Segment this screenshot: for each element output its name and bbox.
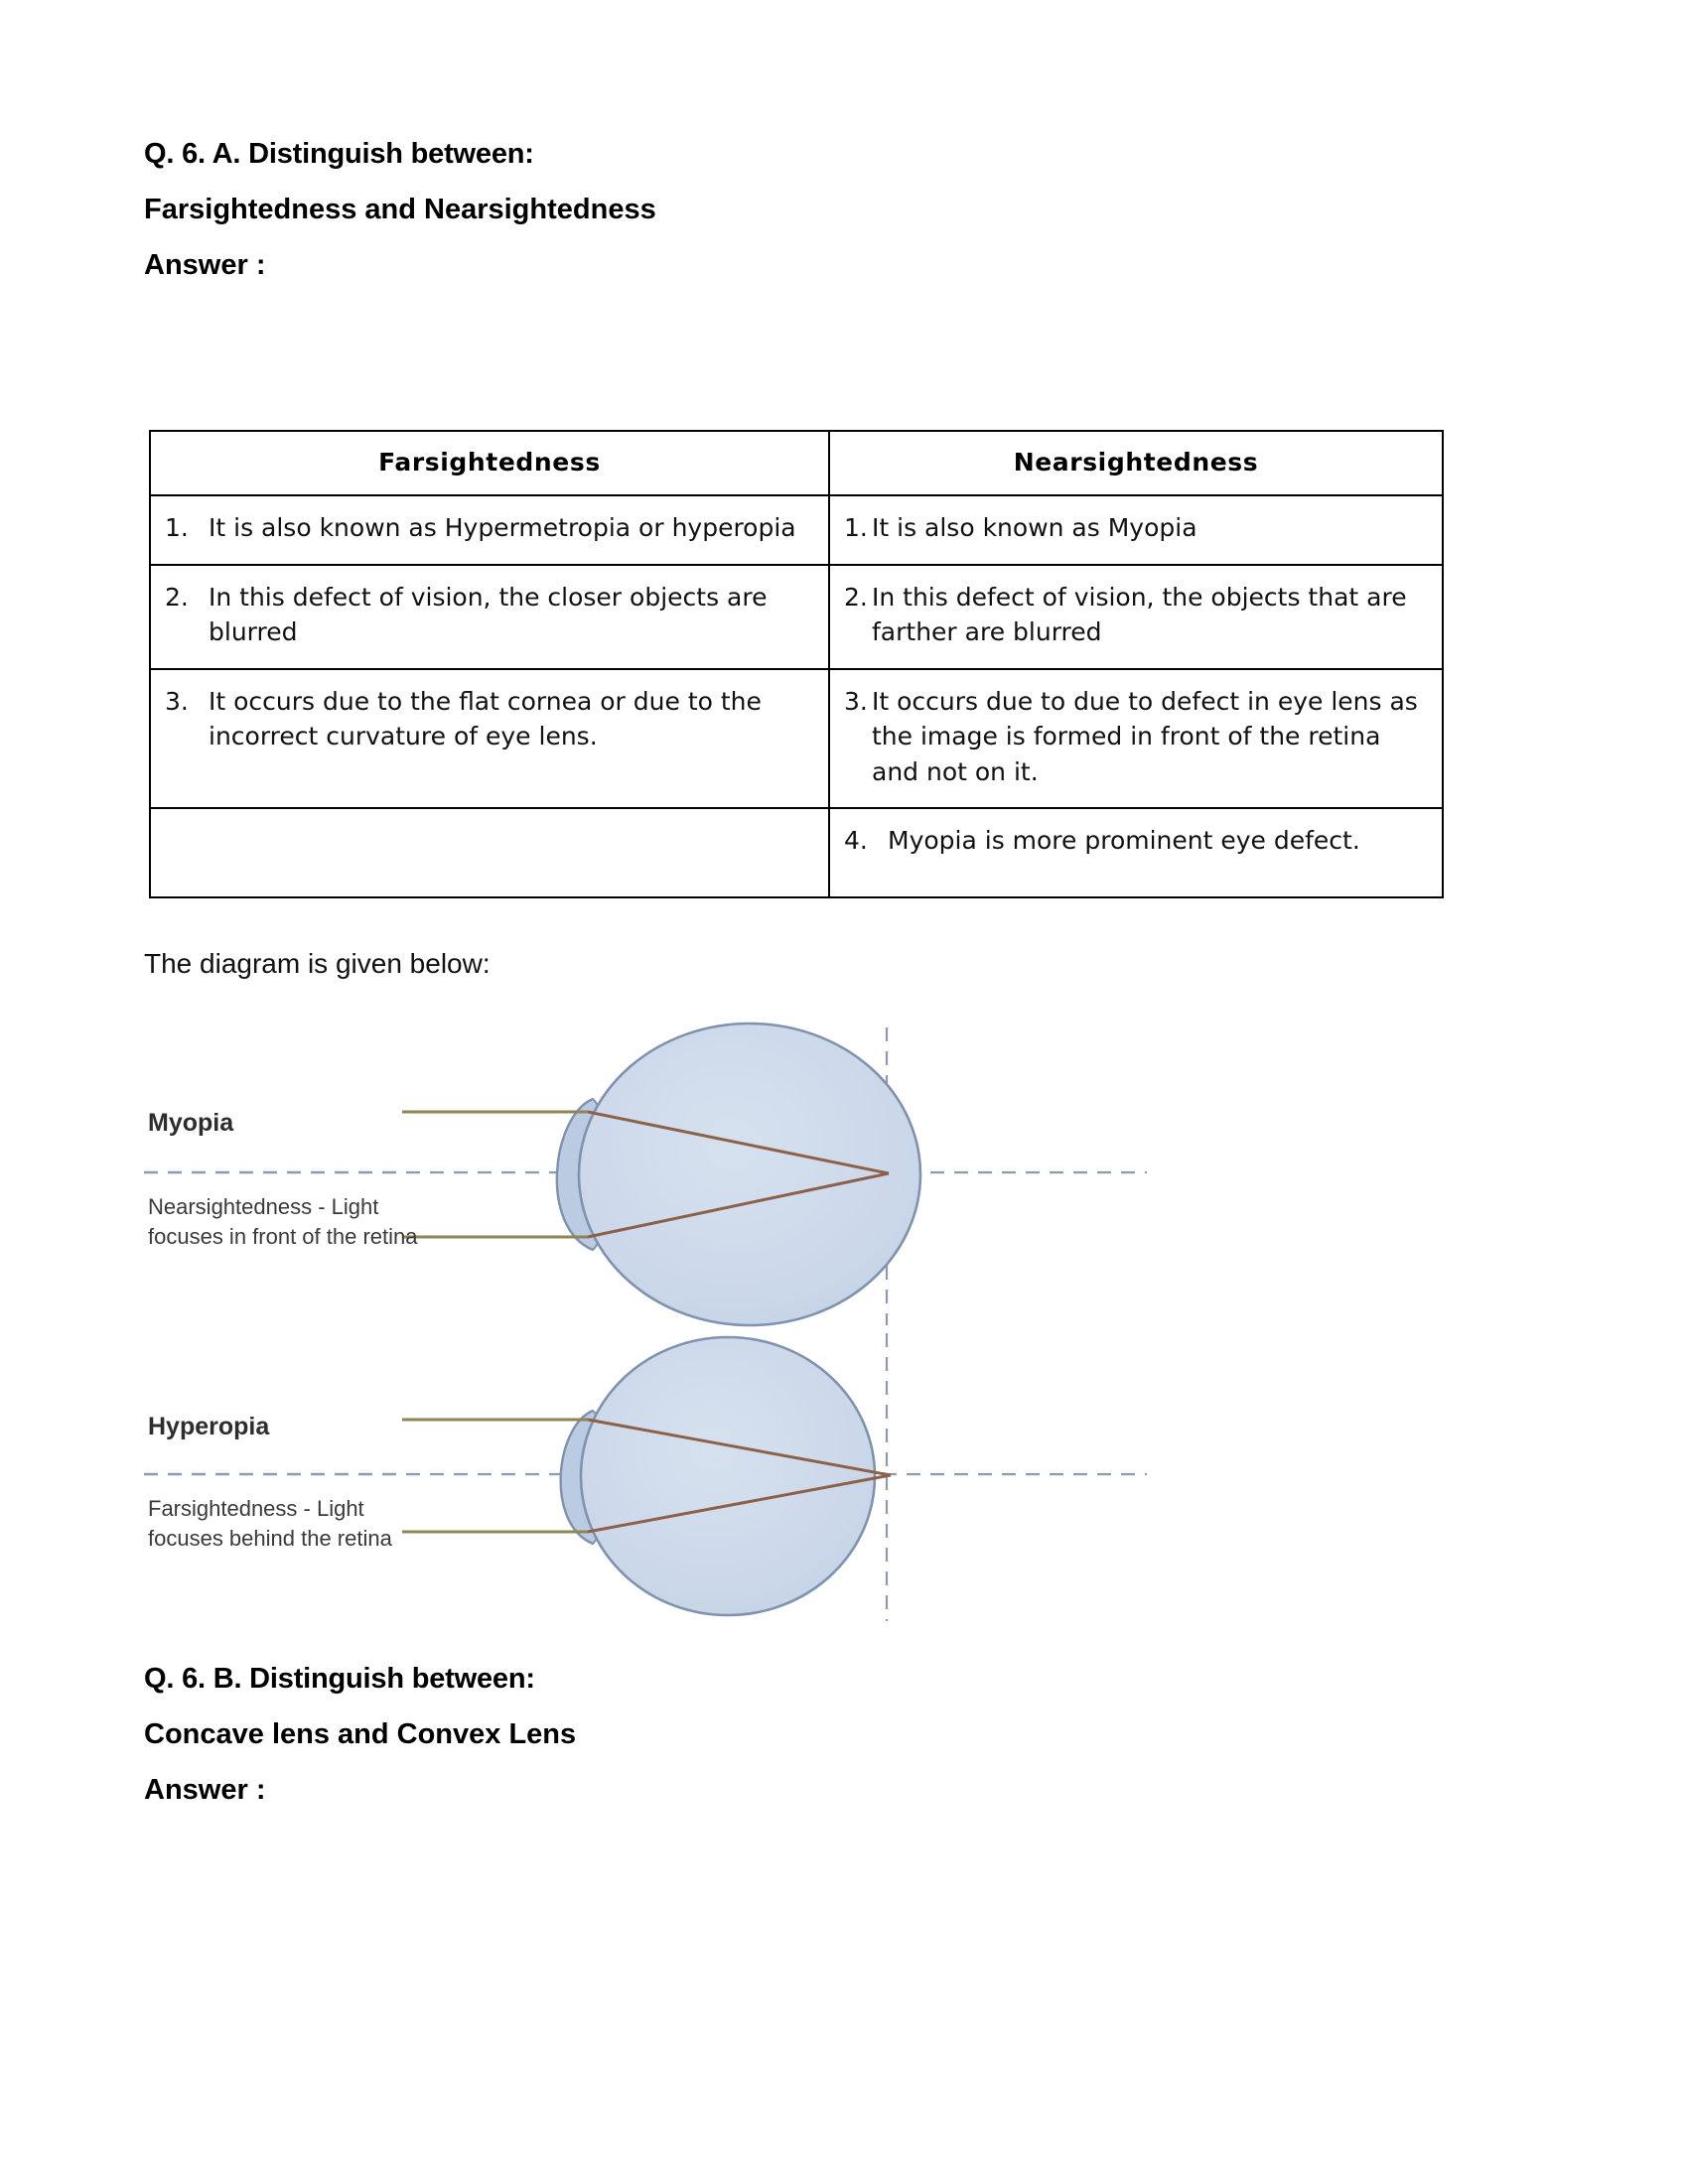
myopia-diagram-group — [144, 1024, 1147, 1325]
hyperopia-diagram-group — [144, 1333, 1147, 1621]
list-number: 1. — [844, 513, 868, 542]
list-number: 1. — [165, 513, 189, 542]
table-header-row — [150, 431, 1443, 495]
table-cell-left — [150, 669, 829, 809]
list-number: 3. — [165, 686, 189, 716]
table-cell-right — [829, 669, 1443, 809]
cell-text: It occurs due to due to defect in eye lens as the image is formed in front of the retina and not on it. — [872, 686, 1418, 786]
hyperopia-title: Hyperopia — [148, 1413, 270, 1440]
list-number: 3. — [844, 686, 868, 716]
myopia-title: Myopia — [148, 1109, 234, 1137]
myopia-description-line1: Nearsightedness - Light — [148, 1194, 379, 1219]
cell-text: It is also known as Myopia — [872, 513, 1197, 542]
list-number: 4. — [844, 826, 868, 855]
q6b-answer-label: Answer : — [144, 1774, 266, 1806]
table-cell-right — [829, 495, 1443, 565]
cell-text: It is also known as Hypermetropia or hyperopia — [209, 513, 796, 542]
list-number: 2. — [165, 582, 189, 612]
cell-text: It occurs due to the flat cornea or due to the incorrect curvature of eye lens. — [209, 686, 762, 751]
table-cell-left-empty — [150, 808, 829, 897]
hyperopia-description-line1: Farsightedness - Light — [148, 1496, 364, 1521]
table-cell-right — [829, 808, 1443, 897]
q6a-heading: Q. 6. A. Distinguish between: — [144, 138, 534, 170]
table-cell-right — [829, 565, 1443, 669]
diagram-intro-text: The diagram is given below: — [144, 948, 491, 979]
myopia-description-line2: focuses in front of the retina — [148, 1224, 418, 1249]
eye-defects-diagram — [144, 1008, 1336, 1643]
cell-text: In this defect of vision, the closer objects are blurred — [209, 582, 768, 646]
comparison-table — [149, 430, 1444, 898]
q6b-subheading: Concave lens and Convex Lens — [144, 1718, 577, 1750]
cell-text: In this defect of vision, the objects that are farther are blurred — [872, 582, 1407, 646]
list-number: 2. — [844, 582, 868, 612]
table-row — [150, 495, 1443, 565]
table-header-farsightedness: Farsightedness — [150, 431, 829, 495]
q6a-answer-label: Answer : — [144, 249, 266, 281]
eyeball-shape-myopia — [579, 1024, 920, 1325]
table-cell-left — [150, 495, 829, 565]
q6b-heading: Q. 6. B. Distinguish between: — [144, 1663, 535, 1695]
table-row — [150, 669, 1443, 809]
table-row — [150, 808, 1443, 897]
hyperopia-description-line2: focuses behind the retina — [148, 1526, 392, 1551]
q6a-subheading: Farsightedness and Nearsightedness — [144, 194, 656, 225]
cell-text: Myopia is more prominent eye defect. — [888, 826, 1360, 855]
table-cell-left — [150, 565, 829, 669]
eyeball-shape-hyperopia — [581, 1337, 875, 1615]
table-header-nearsightedness: Nearsightedness — [829, 431, 1443, 495]
table-row — [150, 565, 1443, 669]
